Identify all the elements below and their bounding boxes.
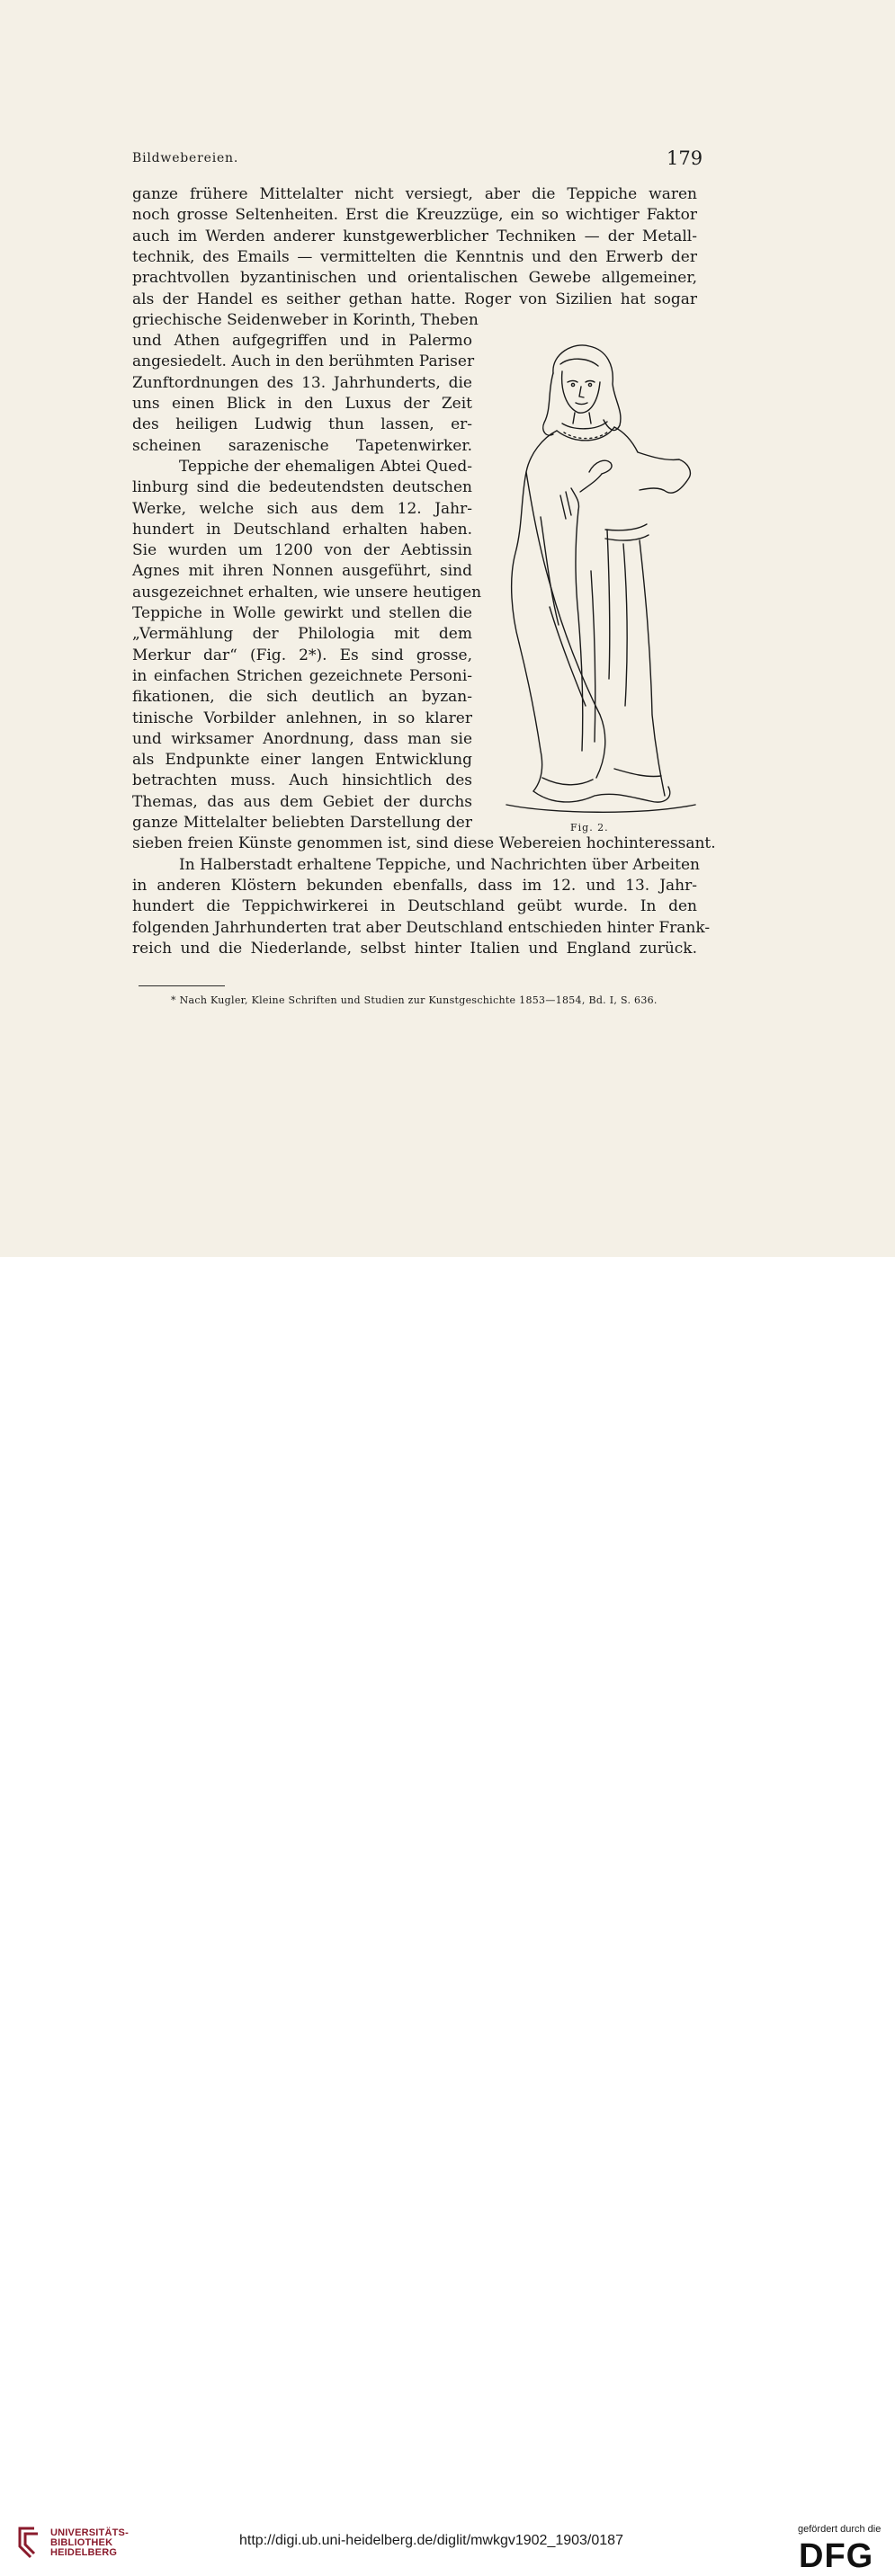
text-line: und wirksamer Anordnung, dass man sie (132, 729, 472, 748)
text-line: auch im Werden anderer kunstgewerblicher Techniken — der Metall- (132, 227, 697, 245)
text-line: Merkur dar“ (Fig. 2*). Es sind grosse, (132, 646, 472, 664)
library-name-line2: BIBLIOTHEK (50, 2537, 113, 2548)
text-line: betrachten muss. Auch hinsichtlich des (132, 771, 472, 790)
running-title: Bildwebereien. (132, 151, 239, 165)
funding-text: gefördert durch die (798, 2524, 882, 2535)
text-line: prachtvollen byzantinischen und orientalischen Gewebe allgemeiner, (132, 269, 697, 288)
document-page (0, 0, 895, 1257)
text-line: als Endpunkte einer langen Entwicklung (132, 751, 472, 770)
footer-bar (0, 1257, 895, 2575)
text-line: folgenden Jahrhunderten trat aber Deutschland entschieden hinter Frank- (132, 918, 711, 937)
text-line: Zunftordnungen des 13. Jahrhunderts, die (132, 373, 472, 392)
text-line: scheinen sarazenische Tapetenwirker. (132, 436, 472, 455)
text-line: sieben freien Künste genommen ist, sind diese Webereien hochinteressant. (132, 834, 716, 853)
text-line: Teppiche in Wolle gewirkt und stellen die (132, 604, 472, 622)
text-line: noch grosse Seltenheiten. Erst die Kreuzzüge, ein so wichtiger Faktor (132, 206, 697, 225)
text-line: reich und die Niederlande, selbst hinter Italien und England zurück. (132, 939, 697, 958)
page-number: 179 (667, 147, 703, 169)
text-line: des heiligen Ludwig thun lassen, er- (132, 415, 472, 434)
text-line: als der Handel es seither gethan hatte. Roger von Sizilien hat sogar (132, 290, 697, 308)
text-line: linburg sind die bedeutendsten deutschen (132, 478, 472, 497)
library-name[interactable] (50, 2528, 129, 2558)
footnote: * Nach Kugler, Kleine Schriften und Studien zur Kunstgeschichte 1853—1854, Bd. I, S. 636. (171, 994, 658, 1006)
text-line: Agnes mit ihren Nonnen ausgeführt, sind (132, 562, 472, 581)
text-line: „Vermählung der Philologia mit dem (132, 625, 472, 644)
text-line: technik, des Emails — vermittelten die Kenntnis und den Erwerb der (132, 247, 697, 266)
text-line: angesiedelt. Auch in den berühmten Pariser (132, 352, 475, 371)
text-line: und Athen aufgegriffen und in Palermo (132, 332, 472, 351)
text-line: Sie wurden um 1200 von der Aebtissin (132, 541, 472, 560)
text-line: Themas, das aus dem Gebiet der durchs (132, 792, 472, 811)
text-line: Werke, welche sich aus dem 12. Jahr- (132, 499, 472, 518)
text-line: hundert die Teppichwirkerei in Deutschland geübt wurde. In den (132, 897, 697, 916)
university-library-logo-icon[interactable] (11, 2525, 43, 2563)
text-line: ganze Mittelalter beliebten Darstellung der (132, 814, 472, 832)
paragraph-first-line: In Halberstadt erhaltene Teppiche, und Nachrichten über Arbeiten (179, 855, 700, 874)
text-line: fikationen, die sich deutlich an byzan- (132, 688, 472, 707)
library-name-line3: HEIDELBERG (50, 2547, 118, 2558)
text-line: in anderen Klöstern bekunden ebenfalls, dass im 12. und 13. Jahr- (132, 876, 697, 895)
text-line: ausgezeichnet erhalten, wie unsere heutigen (132, 583, 482, 602)
text-line: griechische Seidenweber in Korinth, Theben (132, 310, 479, 329)
dfg-logo[interactable]: DFG (799, 2537, 874, 2575)
text-line: in einfachen Strichen gezeichnete Personi- (132, 666, 472, 685)
text-line: tinische Vorbilder anlehnen, in so klarer (132, 709, 472, 727)
document-url-link[interactable]: http://digi.ub.uni-heidelberg.de/diglit/mwkgv1902_1903/0187 (239, 2533, 623, 2548)
figure-illustration (488, 337, 704, 827)
footnote-rule (139, 985, 225, 986)
text-line: uns einen Blick in den Luxus der Zeit (132, 395, 472, 413)
library-name-line1: UNIVERSITÄTS- (50, 2527, 129, 2538)
text-line: hundert in Deutschland erhalten haben. (132, 520, 472, 539)
paragraph-first-line: Teppiche der ehemaligen Abtei Qued- (179, 457, 472, 476)
figure-caption: Fig. 2. (570, 822, 609, 833)
text-line: ganze frühere Mittelalter nicht versiegt, aber die Teppiche waren (132, 185, 697, 203)
